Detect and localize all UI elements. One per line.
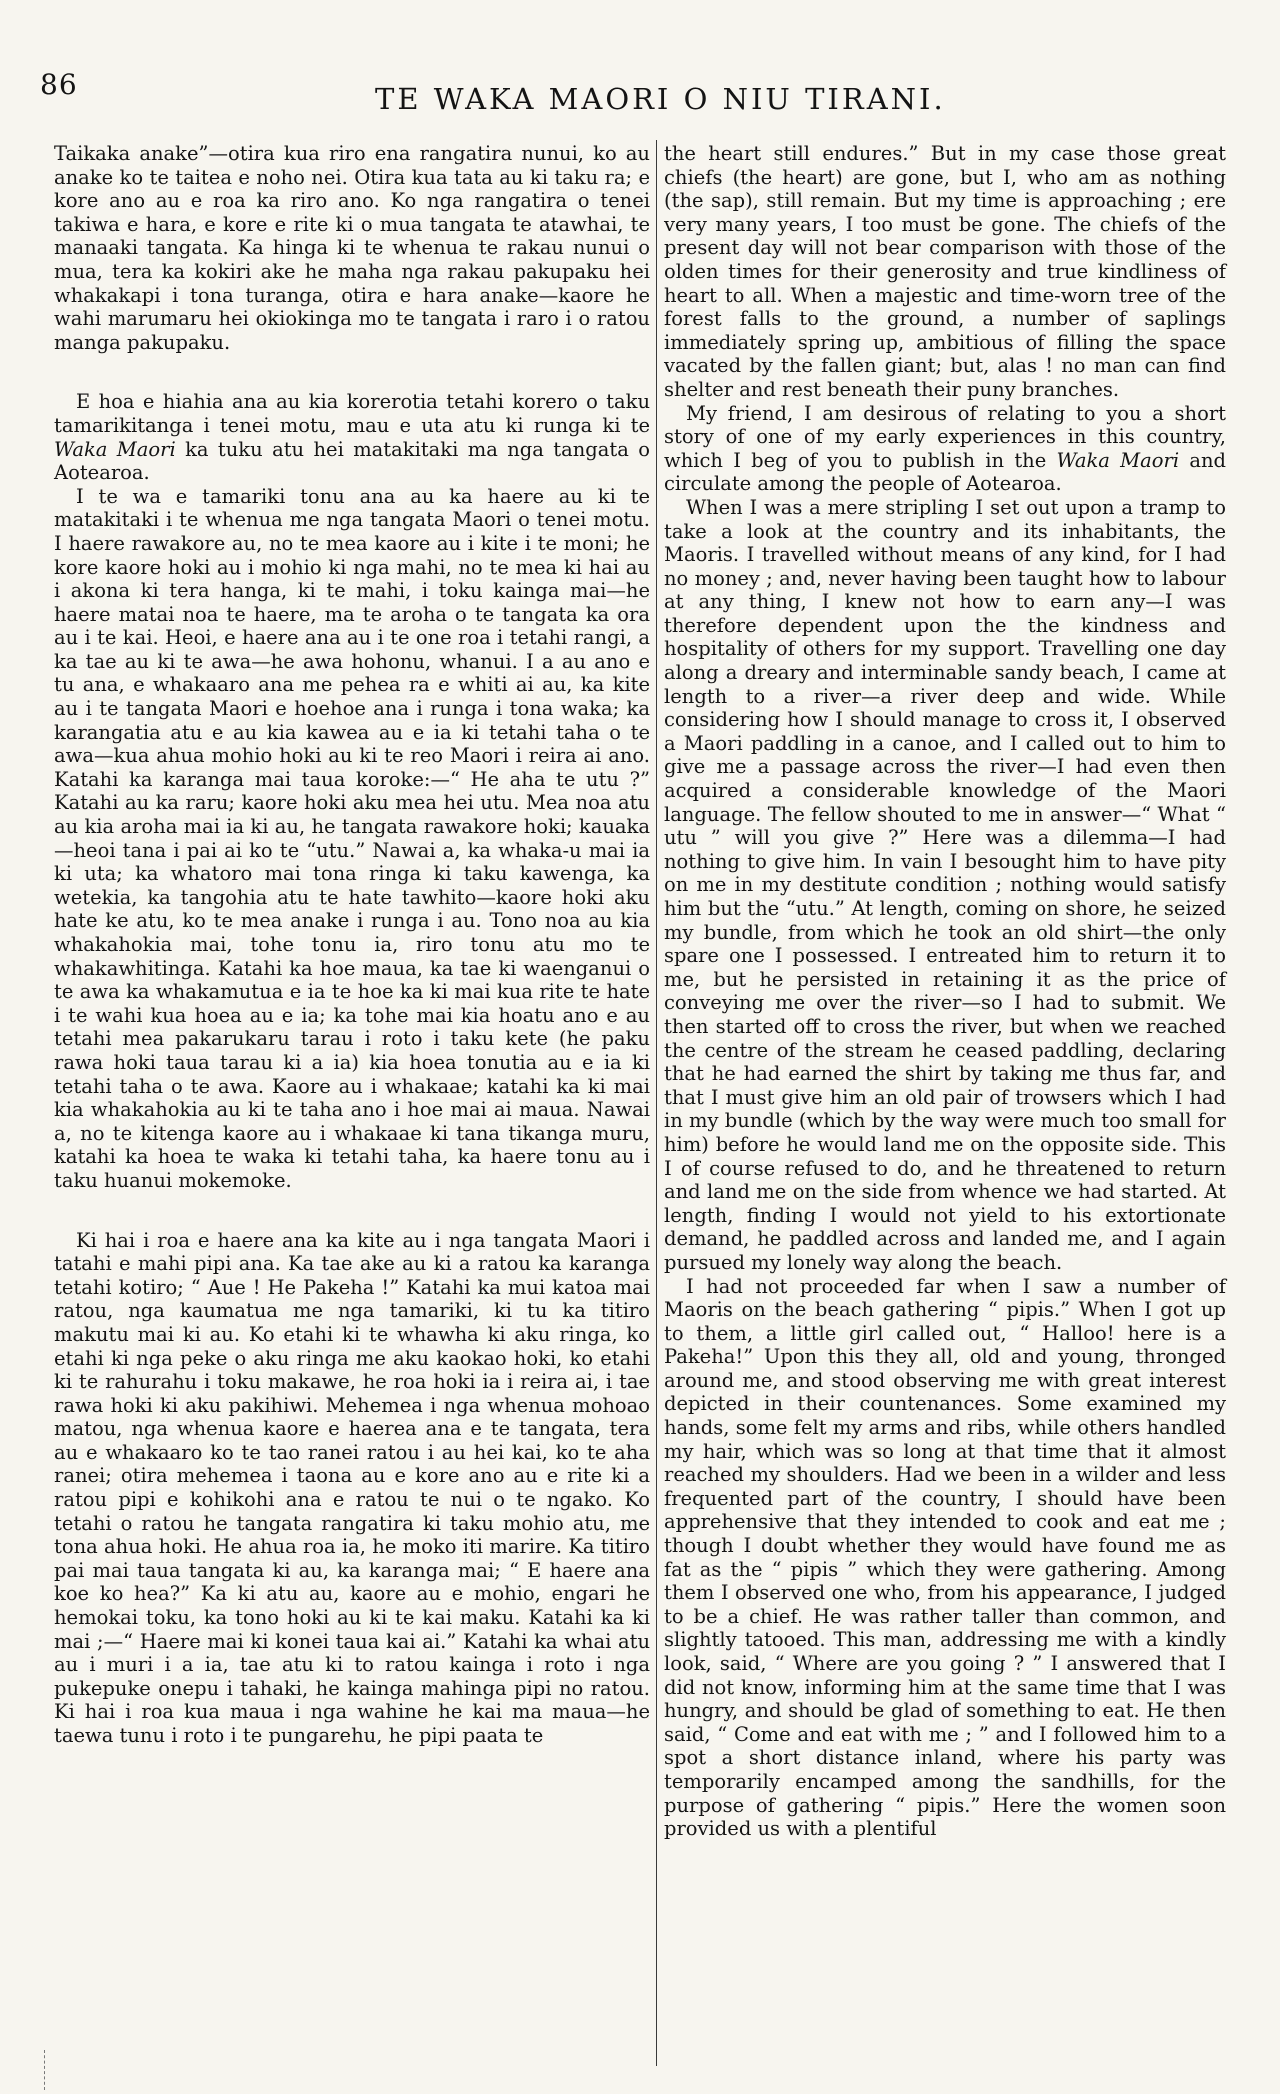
english-paragraph-2-start: My friend, I am desirous of relating to you a short story of one of my early experiences in this country, which I beg of you to publish in the	[664, 401, 1226, 472]
page-header	[40, 68, 1240, 118]
maori-paragraph-1: Taikaka anake”—otira kua riro ena rangatira nunui, ko au anake ko te taitea e noho nei. Otira kua tata au ki taku ra; e kore ano au e roa ka riro ano. Ko nga rangatira o tenei takiwa e hara, e kore e rite ki o mua tangata te atawhai, te manaaki tangata. Ka hinga ki te whenua te rakau nunui o mua, tera ka kokiri ake he maha nga rakau pakupaku hei whakakapi i tona turanga, otira e hara anake—kaore he wahi marumaru hei okiokinga mo te tangata i raro i o ratou manga pakupaku.	[54, 142, 650, 354]
maori-paragraph-2-start: E hoa e hiahia ana au kia korerotia tetahi korero o taku tamarikitanga i tenei motu, mau e uta atu ki runga ki te	[54, 390, 650, 437]
english-paragraph-2-end: and circulate among the people of Aotearoa.	[664, 448, 1226, 496]
maori-text-column	[54, 142, 650, 1748]
maori-paragraph-4: Ki hai i roa e haere ana ka kite au i nga tangata Maori i tatahi e mahi pipi ana. Ka tae ake au ki a ratou ka karanga tetahi kotiro; “ Aue ! He Pakeha !” Katahi ka mui katoa mai ratou, nga kaumatua me nga tamariki, ki tu ka titiro makutu mai ki au. Ko etahi ki te whawha ki aku ringa, ko etahi ki nga peke o aku ringa me aku kaokao hoki, ko etahi ki te rahurahu i toku makawe, he roa hoki ia i reira ai, i tae rawa hoki ki aku pakihiwi. Mehemea i nga whenua mohoao matou, nga whenua kaore e haerea ana e te tangata, tera au e whakaaro ko te tao ranei ratou i au hei kai, ko te aha ranei; otira mehemea i taona au e kore ano au e rite ki a ratou pipi e kohikohi ana e ratou te nui o te ngako. Ko tetahi o ratou he tangata rangatira ki taku mohio atu, me tona ahua hoki. He ahua roa ia, he moko iti marire. Ka titiro pai mai taua tangata ki au, ka karanga mai; “ E haere ana koe ko hea?” Ka ki atu au, kaore au e mohio, engari he hemokai toku, ka tono hoki au ki te kai maku. Katahi ka ki mai ;—“ Haere mai ki konei taua kai ai.” Katahi ka whai atu au i muri i a ia, tae atu ki to ratou kainga i roto i nga pukepuke onepu i tahaki, he kainga mahinga pipi no ratou. Ki hai i roa kua maua i nga wahine he kai ma maua—he taewa tunu i roto i te pungarehu, he pipi paata te	[54, 1228, 650, 1747]
english-paragraph-3: When I was a mere stripling I set out upon a tramp to take a look at the country and its inhabitants, the Maoris. I travelled without means of any kind, for I had no money ; and, never having been taught how to labour at any thing, I knew not how to earn any—I was therefore dependent upon the the kindness and hospitality of others for my support. Travelling one day along a dreary and interminable sandy beach, I came at length to a river—a river deep and wide. While considering how I should manage to cross it, I observed a Maori paddling in a canoe, and I called out to him to give me a passage across the river—I had even then acquired a considerable knowledge of the Maori language. The fellow shouted to me in answer—“ What “ utu ” will you give ?” Here was a dilemma—I had nothing to give him. In vain I besought him to have pity on me in my destitute condition ; nothing would satisfy him but the “utu.” At length, coming on shore, he seized my bundle, from which he took an old shirt—the only spare one I possessed. I entreated him to return it to me, but he persisted in retaining it as the price of conveying me over the river—so I had to submit. We then started off to cross the river, but when we reached the centre of the stream he ceased paddling, declaring that he had earned the shirt by taking me thus far, and that I must give him an old pair of trowsers which I had in my bundle (which by the way were much too small for him) before he would land me on the opposite side. This I of course refused to do, and he threatened to return and land me on the side from whence we had started. At length, finding I would not yield to his extortionate demand, he paddled across and landed me, and I again pursued my lonely way along the beach.	[664, 495, 1226, 1274]
maori-paragraph-3: I te wa e tamariki tonu ana au ka haere au ki te matakitaki i te whenua me nga tangata Maori o tenei motu. I haere rawakore au, no te mea kaore au i kite i te moni; he kore kaore hoki au i mohio ki nga mahi, no te mea ki hai au i akona ki tera hanga, ki te mahi, i toku kainga mai—he haere matai noa te haere, ma te aroha o te tangata ka ora au i te kai. Heoi, e haere ana au i te one roa i tetahi rangi, a ka tae au ki te awa—he awa hohonu, whanui. I a au ano e tu ana, e whakaaro ana me pehea ra e whiti ai au, ka kite au i te tangata Maori e hoehoe ana i runga i tona waka; ka karangatia atu e au kia kawea au e ia ki tetahi taha o te awa—kua ahua mohio hoki au ki te reo Maori i reira ai ano. Katahi ka karanga mai taua koroke:—“ He aha te utu ?” Katahi au ka raru; kaore hoki aku mea hei utu. Mea noa atu au kia aroha mai ia ki au, he tangata rawakore hoki; kauaka—heoi tana i pai ai ko te “utu.” Nawai a, ka whaka-u mai ia ki uta; ka whatoro mai tona ringa ki taku kawenga, ka wetekia, ka tangohia atu te hate tawhito—kaore hoki aku hate ke atu, ko te mea anake i runga i au. Tono noa au kia whakahokia mai, tohe tonu ia, riro tonu atu mo te whakawhitinga. Katahi ka hoe maua, ka tae ki waenganui o te awa ka whakamutua e ia te hoe ka ki mai kua rite te hate i te wahi kua hoea au e ia; ka tohe mai kia hoatu ano e au tetahi mea pakarukaru tarau i roto i taku kete (he paku rawa hoki taua tarau ki a ia) kia hoea tonutia au e ia ki tetahi taha o te awa. Kaore au i whakaae; katahi ka ki mai kia whakahokia au ki te taha ano i hoe mai ai maua. Nawai a, no te kitenga kaore au i whakaae ki tana tikanga muru, katahi ka hoea te waka ki tetahi taha, ka haere tonu au i taku huanui mokemoke.	[54, 484, 650, 1192]
english-text-column	[664, 142, 1226, 1841]
page-number: 86	[40, 68, 78, 101]
margin-mark	[44, 2050, 46, 2090]
english-paragraph-2	[664, 402, 1226, 496]
maori-paragraph-2	[54, 390, 650, 484]
english-paragraph-4: I had not proceeded far when I saw a number of Maoris on the beach gathering “ pipis.” When I got up to them, a little girl called out, “ Halloo! here is a Pakeha!” Upon this they all, old and young, thronged around me, and stood observing me with great interest depicted in their countenances. Some examined my hands, some felt my arms and ribs, while others handled my hair, which was so long at that time that it almost reached my shoulders. Had we been in a wilder and less frequented part of the country, I should have been apprehensive that they intended to cook and eat me ; though I doubt whether they would have found me as fat as the “ pipis ” which they were gathering. Among them I observed one who, from his appearance, I judged to be a chief. He was rather taller than common, and slightly tatooed. This man, addressing me with a kindly look, said, “ Where are you going ? ” I answered that I did not know, informing him at the same time that I was hungry, and should be glad of something to eat. He then said, “ Come and eat with me ; ” and I followed him to a spot a short distance inland, where his party was temporarily encamped among the sandhills, for the purpose of gathering “ pipis.” Here the women soon provided us with a plentiful	[664, 1274, 1226, 1841]
column-divider	[656, 140, 657, 2066]
running-title: TE WAKA MAORI O NIU TIRANI.	[375, 82, 946, 116]
maori-paragraph-2-paper-name: Waka Maori	[54, 437, 176, 461]
english-paragraph-2-paper-name: Waka Maori	[1056, 448, 1180, 472]
maori-paragraph-2-end: ka tuku atu hei matakitaki ma nga tangata o Aotearoa.	[54, 437, 650, 485]
english-paragraph-1: the heart still endures.” But in my case those great chiefs (the heart) are gone, but I, who am as nothing (the sap), still remain. But my time is approaching ; ere very many years, I too must be gone. The chiefs of the present day will not bear comparison with those of the olden times for their generosity and true kindliness of heart to all. When a majestic and time-worn tree of the forest falls to the ground, a number of saplings immediately spring up, ambitious of filling the space vacated by the fallen giant; but, alas ! no man can find shelter and rest beneath their puny branches.	[664, 142, 1226, 401]
